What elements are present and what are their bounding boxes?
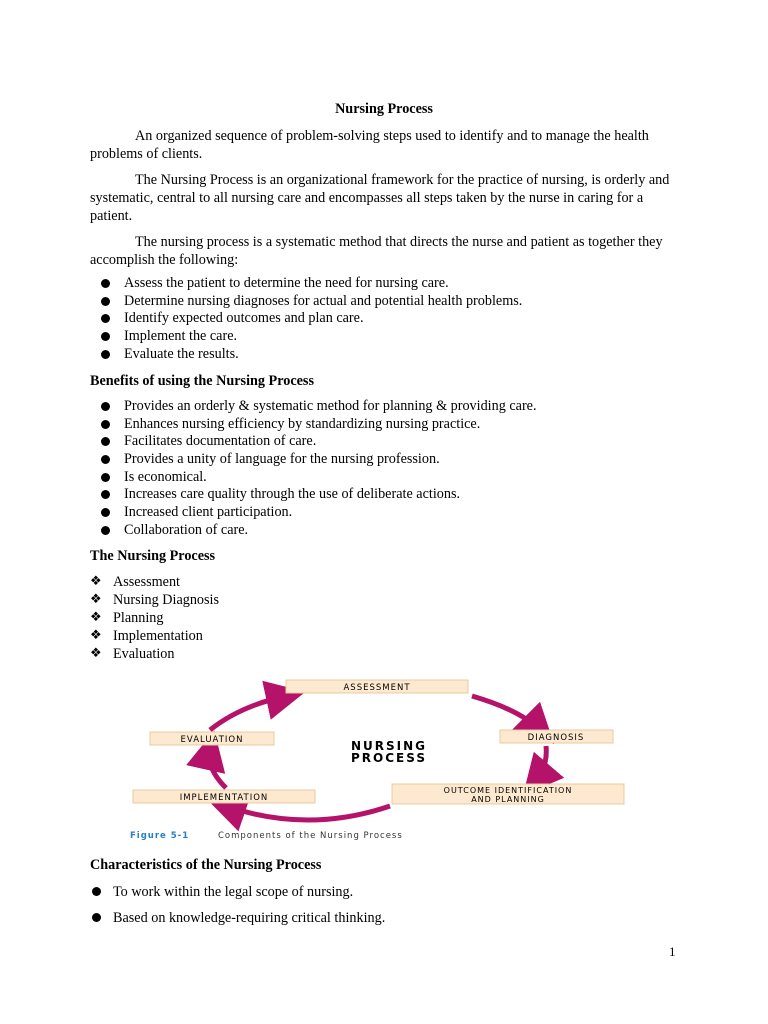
list-item: Provides an orderly & systematic method for planning & providing care. xyxy=(101,398,537,416)
diamond-bullet-icon: ❖ xyxy=(90,610,102,625)
paragraph-text: The Nursing Process is an organizational framework for the practice of nursing, is orderly and systematic, central to all nursing care and encompasses all steps taken by the nurse in caring for a patient. xyxy=(90,172,670,224)
list-item: ❖ Assessment xyxy=(90,574,180,590)
diamond-bullet-icon: ❖ xyxy=(90,628,102,643)
paragraph-text: The nursing process is a systematic method that directs the nurse and patient as together they accomplish the following: xyxy=(90,234,663,268)
list-item: Evaluate the results. xyxy=(101,346,522,364)
list-item: Identify expected outcomes and plan care. xyxy=(101,310,522,328)
evaluation-label: EVALUATION xyxy=(180,735,244,745)
diamond-bullet-icon: ❖ xyxy=(90,592,102,607)
intro-paragraph-3 xyxy=(90,233,680,269)
diamond-bullet-icon: ❖ xyxy=(90,646,102,661)
implementation-label: IMPLEMENTATION xyxy=(179,793,269,803)
outcome-label-line2: AND PLANNING xyxy=(471,795,545,804)
list-item: Implement the care. xyxy=(101,328,522,346)
outcome-label-line1: OUTCOME IDENTIFICATION xyxy=(443,786,573,795)
list-item: Based on knowledge-requiring critical thinking. xyxy=(90,909,385,935)
paragraph-text: An organized sequence of problem-solving steps used to identify and to manage the health problems of clients. xyxy=(90,128,649,162)
bullet-icon xyxy=(92,887,101,896)
figure-caption-label: Figure 5-1 xyxy=(130,831,190,841)
arrow-implementation-to-evaluation xyxy=(209,750,226,788)
center-label-process: PROCESS xyxy=(351,751,427,765)
bullet-icon xyxy=(101,279,110,288)
list-item: Is economical. xyxy=(101,469,537,487)
nursing-process-figure xyxy=(128,676,628,846)
arrow-assessment-to-diagnosis xyxy=(472,696,540,730)
implementation-box xyxy=(133,790,315,803)
list-item: Facilitates documentation of care. xyxy=(101,433,537,451)
process-heading: The Nursing Process xyxy=(90,548,216,564)
bullet-icon xyxy=(92,913,101,922)
benefits-heading: Benefits of using the Nursing Process xyxy=(90,373,314,389)
list-item: ❖ Planning xyxy=(90,610,164,626)
assessment-label: ASSESSMENT xyxy=(343,683,411,693)
list-item: ❖ Implementation xyxy=(90,628,203,644)
list-item: Collaboration of care. xyxy=(101,522,537,540)
list-item: Increased client participation. xyxy=(101,504,537,522)
list-item: ❖ Nursing Diagnosis xyxy=(90,592,220,608)
assessment-box xyxy=(286,680,468,693)
bullet-icon xyxy=(101,437,110,446)
bullet-icon xyxy=(101,526,110,535)
bullet-icon xyxy=(101,490,110,499)
intro-paragraph-2 xyxy=(90,171,680,225)
process-list xyxy=(90,573,219,663)
page-title: Nursing Process xyxy=(335,101,433,117)
outcome-box xyxy=(392,784,624,804)
characteristics-heading: Characteristics of the Nursing Process xyxy=(90,857,322,873)
characteristics-list xyxy=(90,883,385,935)
bullet-icon xyxy=(101,314,110,323)
list-item: ❖ Evaluation xyxy=(90,646,175,662)
bullet-icon xyxy=(101,350,110,359)
arrow-evaluation-to-assessment xyxy=(210,696,286,730)
list-item: Provides a unity of language for the nursing profession. xyxy=(101,451,537,469)
bullet-icon xyxy=(101,402,110,411)
figure-caption-text: Components of the Nursing Process xyxy=(218,831,403,841)
benefits-list xyxy=(101,398,537,540)
list-item: Enhances nursing efficiency by standardizing nursing practice. xyxy=(101,416,537,434)
bullet-icon xyxy=(101,473,110,482)
list-item: Determine nursing diagnoses for actual and potential health problems. xyxy=(101,293,522,311)
arrow-outcome-to-implementation xyxy=(226,806,390,820)
list-item: To work within the legal scope of nursing. xyxy=(90,883,385,909)
steps-list xyxy=(101,275,522,363)
center-label-nursing: NURSING xyxy=(350,739,428,753)
evaluation-box xyxy=(150,732,274,745)
list-item: Assess the patient to determine the need for nursing care. xyxy=(101,275,522,293)
intro-paragraph-1 xyxy=(90,127,680,163)
bullet-icon xyxy=(101,332,110,341)
bullet-icon xyxy=(101,455,110,464)
diagnosis-label: DIAGNOSIS xyxy=(527,733,585,743)
bullet-icon xyxy=(101,420,110,429)
diagnosis-box xyxy=(500,730,613,743)
bullet-icon xyxy=(101,297,110,306)
diamond-bullet-icon: ❖ xyxy=(90,574,102,589)
page-number: 1 xyxy=(669,944,676,959)
list-item: Increases care quality through the use of deliberate actions. xyxy=(101,486,537,504)
cycle-diagram xyxy=(128,676,628,846)
arrow-diagnosis-to-outcome xyxy=(536,746,546,780)
bullet-icon xyxy=(101,508,110,517)
